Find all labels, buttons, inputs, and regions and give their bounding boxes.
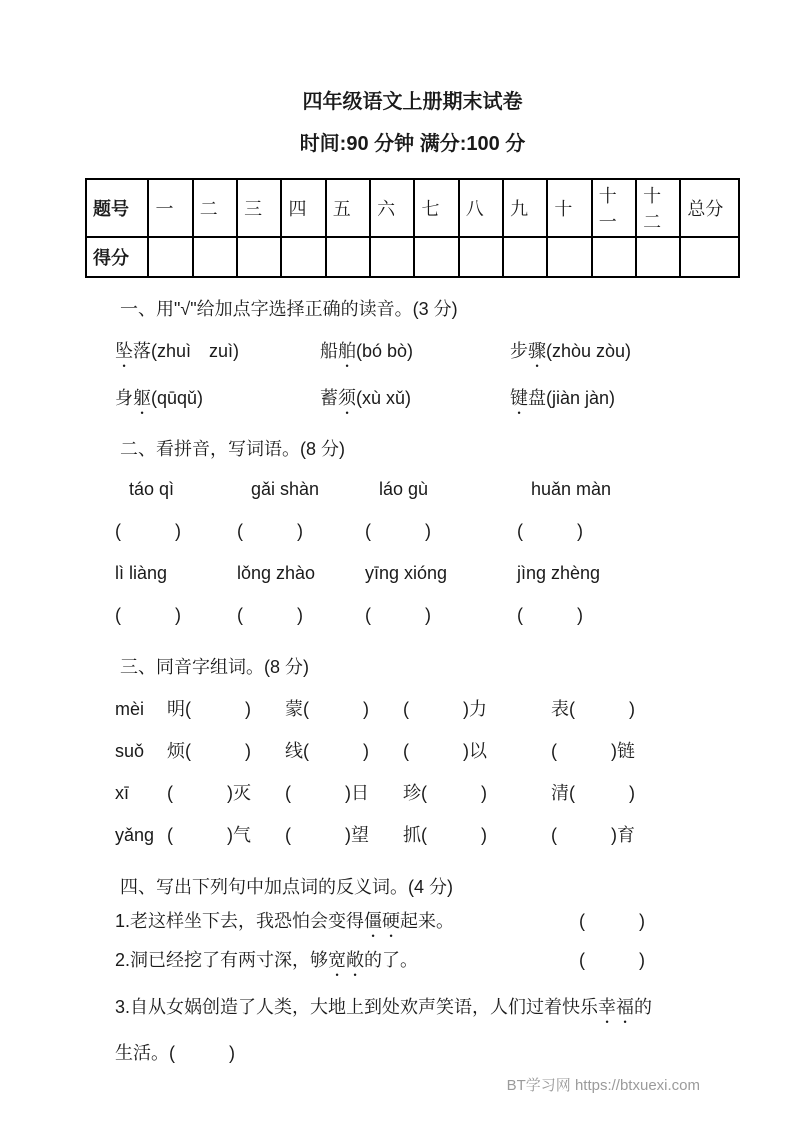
- section-4-items: [115, 902, 740, 1076]
- pinyin-options: (jiàn jàn): [546, 388, 616, 408]
- section-3-heading: 三、同音字组词。(8 分): [120, 657, 309, 677]
- score-cell: [281, 237, 325, 277]
- score-table: [85, 178, 740, 278]
- pinyin-options: (zhuì zuì): [151, 341, 240, 361]
- pinyin-label: xī: [115, 783, 130, 803]
- sentence-suffix: 起来。: [400, 911, 455, 931]
- pinyin-prompt: táo qì: [129, 479, 175, 499]
- answer-blank: ( ): [365, 521, 431, 541]
- homophone-cell: ( )灭: [167, 783, 251, 803]
- word-pinyin-item: [115, 383, 320, 418]
- pinyin-prompt: láo gù: [379, 479, 429, 499]
- word-pinyin-item: [510, 336, 740, 371]
- homophone-cell: 抓( ): [403, 825, 487, 845]
- word-suffix: 盘: [528, 388, 546, 408]
- homophone-cell: 线( ): [285, 741, 369, 761]
- homophone-cell: 清( ): [551, 783, 635, 803]
- word-prefix: 船: [320, 341, 338, 361]
- answer-blank: ( ): [517, 605, 583, 625]
- question-item-2: [115, 941, 740, 980]
- section-2-items: [115, 468, 740, 636]
- homophone-cell: ( )以: [403, 741, 487, 761]
- score-col-header: 六: [370, 179, 414, 237]
- dotted-char: 舶: [338, 341, 356, 361]
- dotted-char: 坠: [115, 341, 133, 361]
- word-suffix: 落: [133, 341, 151, 361]
- homophone-cell: ( )日: [285, 783, 369, 803]
- dotted-word: 宽敞: [328, 950, 365, 970]
- score-col-header: 八: [459, 179, 503, 237]
- answer-blank: ( ): [115, 521, 181, 541]
- score-table-score-row: [86, 237, 739, 277]
- section-2-heading: 二、看拼音，写词语。(8 分): [120, 439, 345, 459]
- score-col-header: 三: [237, 179, 281, 237]
- sentence-prefix: 3.自从女娲创造了人类，大地上到处欢声笑语，人们过着快乐: [115, 997, 599, 1017]
- score-col-header: 二: [193, 179, 237, 237]
- answer-blank: ( ): [237, 605, 303, 625]
- score-col-header: 十二: [636, 179, 680, 237]
- pinyin-prompt: gǎi shàn: [251, 479, 320, 499]
- word-pinyin-item: [320, 336, 510, 371]
- answer-blank: ( ): [365, 605, 431, 625]
- dotted-char: 键: [510, 388, 528, 408]
- dotted-char: 骤: [528, 341, 546, 361]
- question-item-3: [115, 984, 667, 1076]
- pinyin-prompt: jìng zhèng: [517, 563, 601, 583]
- pinyin-prompt: lǒng zhào: [237, 563, 316, 583]
- answer-blank: ( ): [579, 950, 645, 970]
- sentence: [115, 941, 418, 980]
- word-prefix: 身: [115, 388, 133, 408]
- score-cell: [680, 237, 739, 277]
- score-col-header: 一: [148, 179, 192, 237]
- answer-blank: ( ): [169, 1043, 235, 1063]
- score-col-header: 总分: [680, 179, 739, 237]
- sentence-prefix: 2.洞已经挖了有两寸深，够: [115, 950, 329, 970]
- pinyin-label: mèi: [115, 699, 145, 719]
- answer-blank: ( ): [115, 605, 181, 625]
- word-pinyin-item: [115, 336, 320, 371]
- homophone-cell: ( )育: [551, 825, 635, 845]
- page-title: 四年级语文上册期末试卷: [302, 91, 523, 113]
- homophone-cell: 蒙( ): [285, 699, 369, 719]
- pinyin-prompt: lì liàng: [115, 563, 168, 583]
- score-cell: [326, 237, 370, 277]
- answer-blank: ( ): [237, 521, 303, 541]
- homophone-cell: 表( ): [551, 699, 635, 719]
- score-col-header: 九: [503, 179, 547, 237]
- score-cell: [193, 237, 237, 277]
- score-col-header: 十一: [592, 179, 636, 237]
- score-cell: [636, 237, 680, 277]
- homophone-cell: ( )望: [285, 825, 369, 845]
- pinyin-prompt: huǎn màn: [531, 479, 612, 499]
- score-cell: [503, 237, 547, 277]
- section-4-heading: 四、写出下列句中加点词的反义词。(4 分): [120, 877, 453, 897]
- score-col-header: 七: [414, 179, 458, 237]
- dotted-char: 躯: [133, 388, 151, 408]
- score-cell: [592, 237, 636, 277]
- sentence-prefix: 1.老这样坐下去，我恐怕会变得: [115, 911, 365, 931]
- dotted-char: 须: [338, 388, 356, 408]
- score-row-label: 得分: [86, 237, 148, 277]
- pinyin-options: (bó bò): [356, 341, 414, 361]
- page-subtitle: 时间:90 分钟 满分:100 分: [299, 133, 526, 155]
- word-pinyin-item: [320, 383, 510, 418]
- homophone-cell: 珍( ): [403, 783, 487, 803]
- score-col-header: 十: [547, 179, 591, 237]
- score-table-header-row: [86, 179, 739, 237]
- score-cell: [547, 237, 591, 277]
- score-col-header: 四: [281, 179, 325, 237]
- pinyin-label: yǎng: [115, 825, 155, 845]
- score-table-corner-label: 题号: [86, 179, 148, 237]
- site-watermark: BT学习网 https://btxuexi.com: [506, 1077, 700, 1094]
- word-pinyin-item: [510, 383, 740, 418]
- section-1-heading: 一、用"√"给加点字选择正确的读音。(3 分): [120, 299, 458, 319]
- score-cell: [414, 237, 458, 277]
- pinyin-options: (zhòu zòu): [546, 341, 632, 361]
- homophone-cell: ( )力: [403, 699, 487, 719]
- score-col-header: 五: [326, 179, 370, 237]
- homophone-cell: ( )气: [167, 825, 251, 845]
- answer-blank: ( ): [579, 911, 645, 931]
- homophone-cell: 烦( ): [167, 741, 251, 761]
- sentence: [115, 902, 454, 941]
- score-cell: [459, 237, 503, 277]
- dotted-word: 幸福: [598, 997, 635, 1017]
- pinyin-prompt: yīng xióng: [365, 563, 448, 583]
- score-cell: [370, 237, 414, 277]
- dotted-word: 僵硬: [364, 911, 401, 931]
- score-cell: [237, 237, 281, 277]
- homophone-cell: 明( ): [167, 699, 251, 719]
- question-item-1: [115, 902, 740, 941]
- homophone-cell: ( )链: [551, 741, 635, 761]
- pinyin-label: suǒ: [115, 741, 145, 761]
- pinyin-options: (xù xǔ): [356, 388, 412, 408]
- answer-blank: ( ): [517, 521, 583, 541]
- section-1-items: [115, 336, 740, 418]
- sentence-suffix: 的了。: [364, 950, 419, 970]
- pinyin-options: (qūqǔ): [151, 388, 204, 408]
- section-3-items: [115, 688, 740, 856]
- score-cell: [148, 237, 192, 277]
- word-prefix: 蓄: [320, 388, 338, 408]
- sentence-suffix: 的生活。: [115, 997, 653, 1063]
- word-prefix: 步: [510, 341, 528, 361]
